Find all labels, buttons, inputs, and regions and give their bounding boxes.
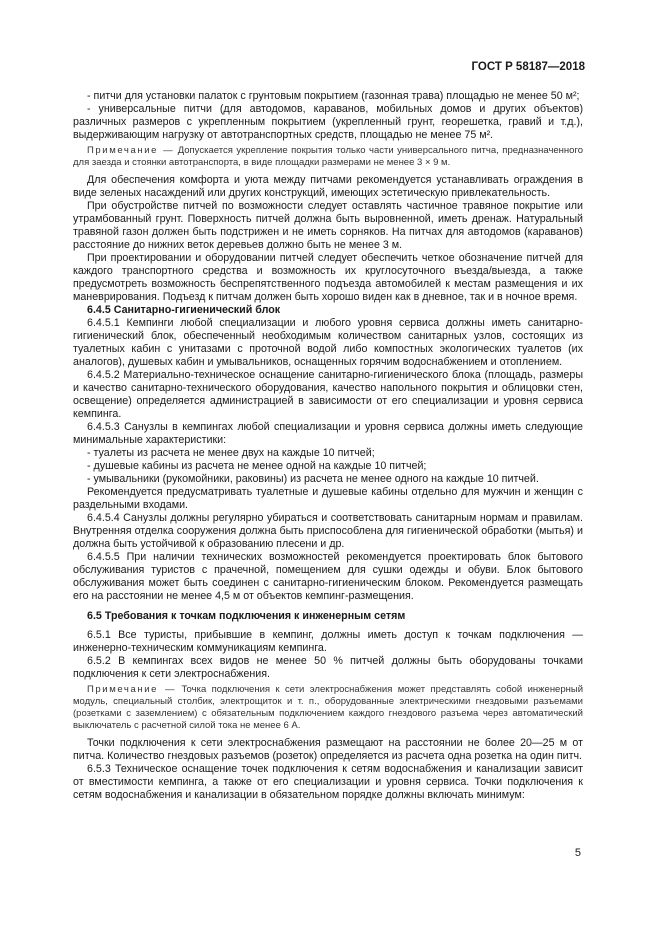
paragraph: При проектировании и оборудовании питчей следует обеспечить четкое обозначение питчей для каждого транспортного средства и возможность их круглосуточного въезда/выезда, а также предусмотреть возможность беспрепятственного подъезда автомобилей к местам размещения и их маневрирования. Подъезд к питчам должен быть хорошо виден как в дневное, так и в ночное время.: [73, 252, 583, 303]
note: [73, 145, 583, 169]
section-heading: 6.5 Требования к точкам подключения к инженерным сетям: [87, 610, 406, 622]
list-item: - универсальные питчи (для автодомов, караванов, мобильных домов и других объектов) различных размеров с укрепленным покрытием (укрепленный грунт, георешетка, гравий и т.д.), выдерживающим нагрузку от автотранспортных средств, площадью не менее 75 м².: [73, 103, 583, 141]
paragraph: 6.5.2 В кемпингах всех видов не менее 50 % питчей должны быть оборудованы точками подключения к сети электроснабжения.: [73, 655, 583, 680]
paragraph: 6.4.5.2 Материально-техническое оснащение санитарно-гигиенического блока (площадь, размеры и качество санитарно-технического оборудования, качество напольного покрытия и облицовки стен, освещение) определяется администрацией в зависимости от его специализации и уровня сервиса кемпинга.: [73, 369, 583, 420]
list-item: - туалеты из расчета не менее двух на каждые 10 питчей;: [87, 447, 375, 459]
paragraph: 6.4.5.5 При наличии технических возможностей рекомендуется проектировать блок бытового обслуживания туристов с прачечной, помещением для сушки одежды и обуви. Блок бытового обслуживания может быть соединен с санитарно-гигиеническим блоком. Рекомендуется размещать его на расстоянии не менее 4,5 м от объектов кемпинг-размещения.: [73, 551, 583, 602]
paragraph: 6.4.5.3 Санузлы в кемпингах любой специализации и уровня сервиса должны иметь следующие минимальные характеристики:: [73, 421, 583, 446]
subsection-heading: 6.4.5 Санитарно-гигиенический блок: [87, 304, 281, 316]
note: [73, 684, 583, 732]
document-header: ГОСТ Р 58187—2018: [471, 61, 585, 73]
paragraph: Для обеспечения комфорта и уюта между питчами рекомендуется устанавливать ограждения в виде зеленых насаждений или других конструкций, имеющих эстетическую привлекательность.: [73, 174, 583, 199]
paragraph: Точки подключения к сети электроснабжения размещают на расстоянии не более 20—25 м от питча. Количество гнездовых разъемов (розеток) определяется из расчета одна розетка на один питч.: [73, 737, 583, 762]
list-item: - питчи для установки палаток с грунтовым покрытием (газонная трава) площадью не менее 50 м²;: [87, 90, 580, 102]
paragraph: При обустройстве питчей по возможности следует оставлять частичное травяное покрытие или утрамбованный грунт. Поверхность питчей должна быть выровненной, иметь дренаж. Натуральный травяной газон должен быть подстрижен и не иметь сорняков. На питчах для автодомов (караванов) расстояние до нижних веток деревьев должно быть не менее 3 м.: [73, 200, 583, 251]
note-label: Примечание —: [87, 684, 177, 695]
note-text: Допускается укрепление покрытия только части универсального питча, предназначенного для заезда и стоянки автотранспорта, в виде площадки размерами не менее 3 × 9 м.: [73, 145, 583, 168]
list-item: - душевые кабины из расчета не менее одной на каждые 10 питчей;: [87, 460, 427, 472]
paragraph: 6.4.5.1 Кемпинги любой специализации и любого уровня сервиса должны иметь санитарно-гигиенический блок, обеспеченный необходимым количеством санитарных узлов, состоящих из туалетных кабин с унитазами с проточной водой либо компостных экологических туалетов (их аналогов), душевых кабин и умывальников, оснащенных горячим водоснабжением и отоплением.: [73, 317, 583, 368]
paragraph: 6.5.3 Техническое оснащение точек подключения к сетям водоснабжения и канализации зависит от вместимости кемпинга, а также от его специализации и уровня сервиса. Точки подключения к сетям водоснабжения и канализации в обязательном порядке должны включать минимум:: [73, 763, 583, 801]
note-text: Точка подключения к сети электроснабжения может представлять собой инженерный модуль, специальный столбик, электрощиток и т. п., оборудованные электрическими гнездовыми разъемами (розетками с заземлением) с обязательным подключением каждого гнездового разъема через автоматический выключатель с расчетной силой тока не менее 6 А.: [73, 684, 584, 731]
page-number: 5: [574, 847, 581, 859]
paragraph: 6.5.1 Все туристы, прибывшие в кемпинг, должны иметь доступ к точкам подключения — инженерно-техническим коммуникациям кемпинга.: [73, 629, 583, 654]
list-item: - умывальники (рукомойники, раковины) из расчета не менее одного на каждые 10 питчей.: [87, 473, 539, 485]
document-body: [73, 90, 583, 802]
paragraph: Рекомендуется предусматривать туалетные и душевые кабины отдельно для мужчин и женщин с раздельными входами.: [73, 486, 583, 511]
note-label: Примечание —: [87, 145, 175, 156]
paragraph: 6.4.5.4 Санузлы должны регулярно убираться и соответствовать санитарным нормам и правилам. Внутренняя отделка сооружения должна быть приспособлена для гигиенической обработки (мытья) и должна быть устойчивой к образованию плесени и др.: [73, 512, 583, 550]
